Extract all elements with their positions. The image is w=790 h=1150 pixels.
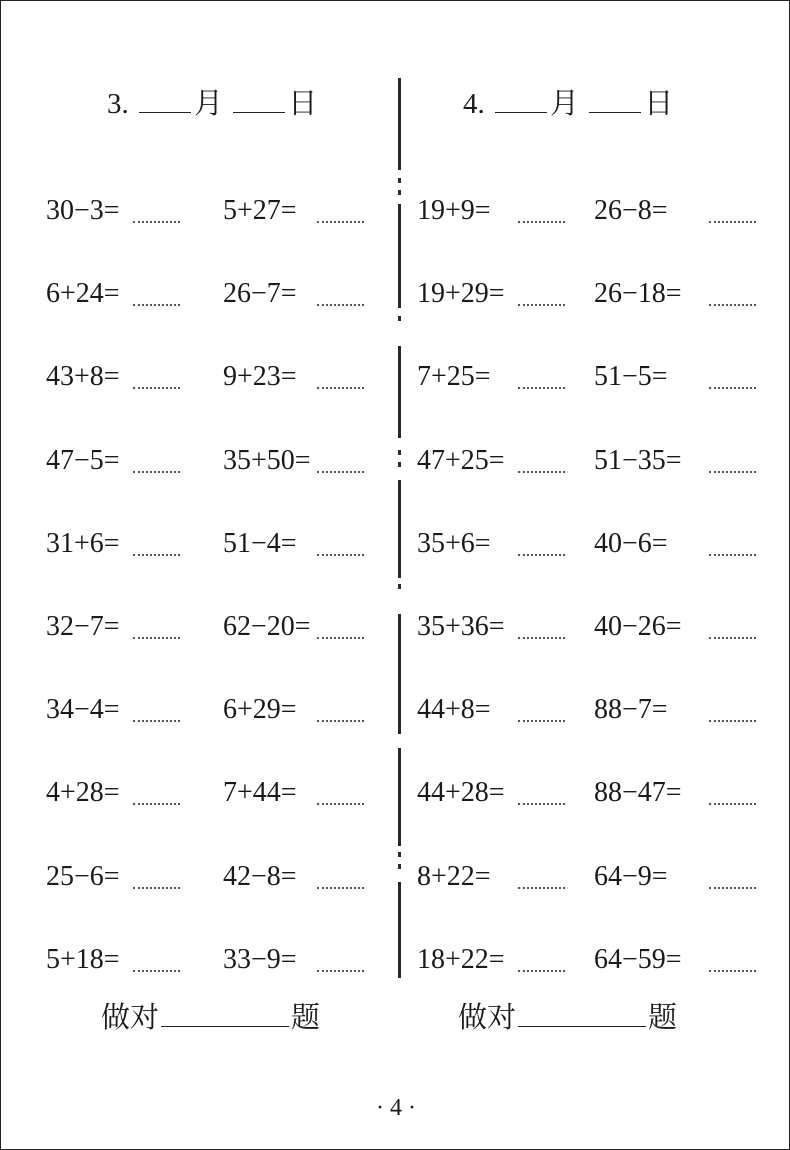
math-problem: 44+28=: [417, 777, 505, 809]
math-problem: 5+18=: [46, 943, 120, 975]
answer-blank[interactable]: [709, 554, 756, 556]
score-label: 做对: [101, 1002, 160, 1034]
answer-blank[interactable]: [133, 803, 180, 805]
answer-blank[interactable]: [518, 720, 565, 722]
math-problem: 26−18=: [594, 278, 682, 310]
answer-blank[interactable]: [133, 221, 180, 223]
math-problem: 51−5=: [594, 361, 668, 393]
answer-blank[interactable]: [317, 387, 364, 389]
math-problem: 6+29=: [223, 694, 297, 726]
math-problem: 88−7=: [594, 694, 668, 726]
math-problem: 32−7=: [46, 611, 120, 642]
answer-blank[interactable]: [518, 304, 565, 306]
math-problem: 19+29=: [417, 278, 505, 310]
answer-blank[interactable]: [709, 803, 756, 805]
math-problem: 47−5=: [46, 444, 120, 476]
answer-blank[interactable]: [133, 304, 180, 306]
math-problem: 26−8=: [594, 195, 668, 226]
answer-blank[interactable]: [133, 471, 180, 473]
math-problem: 44+8=: [417, 694, 491, 726]
math-problem: 47+25=: [417, 444, 505, 476]
answer-blank[interactable]: [317, 471, 364, 473]
math-problem: 26−7=: [223, 278, 297, 310]
answer-blank[interactable]: [709, 221, 756, 223]
section-number: 4.: [463, 88, 485, 120]
answer-blank[interactable]: [317, 803, 364, 805]
answer-blank[interactable]: [317, 970, 364, 972]
section-3-score: [101, 995, 320, 1036]
answer-blank[interactable]: [317, 554, 364, 556]
math-problem: 30−3=: [46, 195, 120, 226]
answer-blank[interactable]: [518, 803, 565, 805]
math-problem: 35+50=: [223, 444, 311, 476]
math-problem: 7+44=: [223, 777, 297, 809]
answer-blank[interactable]: [518, 970, 565, 972]
month-label: 月: [550, 88, 580, 120]
score-unit: 题: [648, 1002, 678, 1034]
month-blank[interactable]: [495, 88, 547, 113]
score-label: 做对: [458, 1002, 517, 1034]
math-problem: 8+22=: [417, 860, 491, 892]
math-problem: 34−4=: [46, 694, 120, 726]
answer-blank[interactable]: [317, 304, 364, 306]
math-problem: 19+9=: [417, 195, 491, 226]
math-problem: 4+28=: [46, 777, 120, 809]
score-unit: 题: [291, 1002, 321, 1034]
day-blank[interactable]: [233, 88, 285, 113]
math-problem: 43+8=: [46, 361, 120, 393]
answer-blank[interactable]: [518, 887, 565, 889]
answer-blank[interactable]: [133, 887, 180, 889]
math-problem: 9+23=: [223, 361, 297, 393]
answer-blank[interactable]: [518, 387, 565, 389]
answer-blank[interactable]: [317, 887, 364, 889]
score-blank[interactable]: [161, 1002, 289, 1027]
math-problem: 35+36=: [417, 611, 505, 642]
answer-blank[interactable]: [709, 637, 756, 639]
answer-blank[interactable]: [133, 554, 180, 556]
answer-blank[interactable]: [709, 304, 756, 306]
section-number: 3.: [107, 88, 129, 120]
section-4-score: [458, 995, 677, 1036]
math-problem: 25−6=: [46, 860, 120, 892]
answer-blank[interactable]: [133, 970, 180, 972]
answer-blank[interactable]: [709, 887, 756, 889]
answer-blank[interactable]: [709, 471, 756, 473]
answer-blank[interactable]: [133, 387, 180, 389]
math-problem: 40−26=: [594, 611, 682, 642]
math-problem: 35+6=: [417, 527, 491, 559]
month-label: 月: [194, 88, 224, 120]
answer-blank[interactable]: [317, 720, 364, 722]
answer-blank[interactable]: [133, 637, 180, 639]
math-problem: 42−8=: [223, 860, 297, 892]
answer-blank[interactable]: [133, 720, 180, 722]
section-3-header: [107, 81, 317, 122]
section-divider: [398, 78, 401, 978]
answer-blank[interactable]: [317, 637, 364, 639]
day-label: 日: [288, 88, 318, 120]
answer-blank[interactable]: [709, 970, 756, 972]
math-problem: 31+6=: [46, 527, 120, 559]
math-problem: 88−47=: [594, 777, 682, 809]
math-problem: 6+24=: [46, 278, 120, 310]
answer-blank[interactable]: [518, 554, 565, 556]
math-problem: 18+22=: [417, 943, 505, 975]
day-label: 日: [644, 88, 674, 120]
answer-blank[interactable]: [709, 720, 756, 722]
answer-blank[interactable]: [518, 637, 565, 639]
math-problem: 5+27=: [223, 195, 297, 226]
math-problem: 64−59=: [594, 943, 682, 975]
answer-blank[interactable]: [518, 471, 565, 473]
score-blank[interactable]: [518, 1002, 646, 1027]
page-number: · 4 ·: [376, 1095, 416, 1121]
math-problem: 62−20=: [223, 611, 311, 642]
answer-blank[interactable]: [317, 221, 364, 223]
section-4-header: [463, 81, 673, 122]
math-problem: 7+25=: [417, 361, 491, 393]
math-problem: 40−6=: [594, 527, 668, 559]
day-blank[interactable]: [589, 88, 641, 113]
answer-blank[interactable]: [709, 387, 756, 389]
math-problem: 64−9=: [594, 860, 668, 892]
math-problem: 51−35=: [594, 444, 682, 476]
answer-blank[interactable]: [518, 221, 565, 223]
month-blank[interactable]: [139, 88, 191, 113]
math-problem: 51−4=: [223, 527, 297, 559]
math-problem: 33−9=: [223, 943, 297, 975]
